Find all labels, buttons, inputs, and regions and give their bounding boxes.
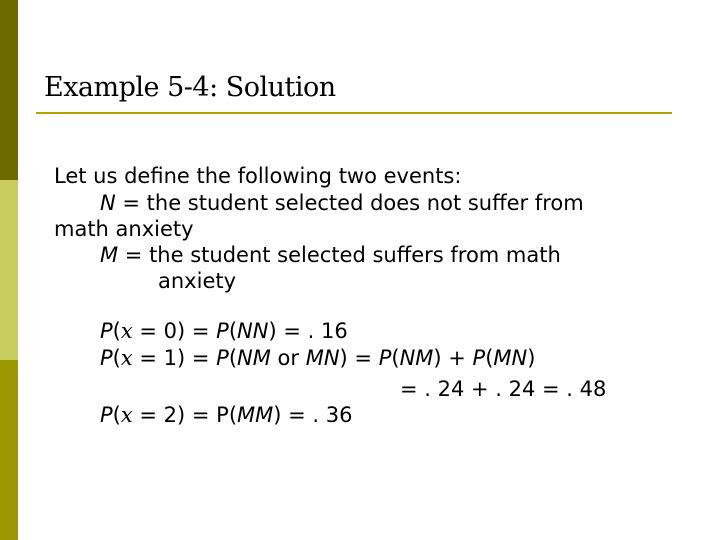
equation-x2 xyxy=(100,402,353,428)
eq2-open: ( xyxy=(112,403,121,427)
eq2-p: P xyxy=(100,403,113,427)
eq0-p: P xyxy=(100,319,113,343)
eq1-mn2: MN xyxy=(493,346,528,370)
eq1-p4: P xyxy=(472,346,486,370)
eq2-rest2: ) = . 36 xyxy=(273,403,353,427)
sidebar-band-bottom xyxy=(0,360,18,540)
title-underline xyxy=(36,112,672,114)
equation-x1-continued: = . 24 + . 24 = . 48 xyxy=(400,377,607,401)
equation-x1 xyxy=(100,345,535,371)
event-n-line1 xyxy=(100,190,584,216)
event-m-symbol: M xyxy=(100,243,119,267)
event-n-line2: math anxiety xyxy=(54,217,194,241)
event-n-symbol: N xyxy=(100,191,116,215)
event-m-line1 xyxy=(100,242,561,268)
eq1-close4: ) xyxy=(527,346,536,370)
eq2-rest1: = 2) = P( xyxy=(132,403,238,427)
sidebar-band-top xyxy=(0,0,18,180)
eq2-mm: MM xyxy=(237,403,274,427)
eq1-p2: P xyxy=(216,346,229,370)
eq0-p2: P xyxy=(216,319,229,343)
eq1-nm2: NM xyxy=(399,346,434,370)
eq0-nn: NN xyxy=(237,319,269,343)
eq1-p3: P xyxy=(378,346,392,370)
sidebar-band-middle xyxy=(0,180,18,360)
eq1-x: x xyxy=(120,346,133,370)
eq1-mn: MN xyxy=(305,346,340,370)
eq1-plus: ) + xyxy=(433,346,473,370)
eq1-nm: NM xyxy=(237,346,271,370)
eq0-x: x xyxy=(120,319,133,343)
eq1-open3: ( xyxy=(391,346,400,370)
eq1-open: ( xyxy=(112,346,121,370)
equation-x0 xyxy=(100,318,348,344)
slide-title: Example 5-4: Solution xyxy=(44,72,336,103)
eq1-open2: ( xyxy=(228,346,238,370)
eq1-close: ) = xyxy=(339,346,379,370)
event-n-text1: = the student selected does not suffer from xyxy=(115,191,584,215)
eq2-x: x xyxy=(120,403,133,427)
eq1-open4: ( xyxy=(485,346,494,370)
event-m-line2: anxiety xyxy=(158,269,237,293)
eq1-or: or xyxy=(270,346,306,370)
eq0-rest2: ) = . 16 xyxy=(268,319,348,343)
eq1-rest1: = 1) = xyxy=(132,346,217,370)
eq0-rest1: = 0) = xyxy=(132,319,217,343)
event-m-text1: = the student selected suffers from math xyxy=(118,243,561,267)
eq0-open: ( xyxy=(112,319,121,343)
eq1-p: P xyxy=(100,346,113,370)
intro-text: Let us define the following two events: xyxy=(54,164,462,188)
eq0-open2: ( xyxy=(228,319,238,343)
